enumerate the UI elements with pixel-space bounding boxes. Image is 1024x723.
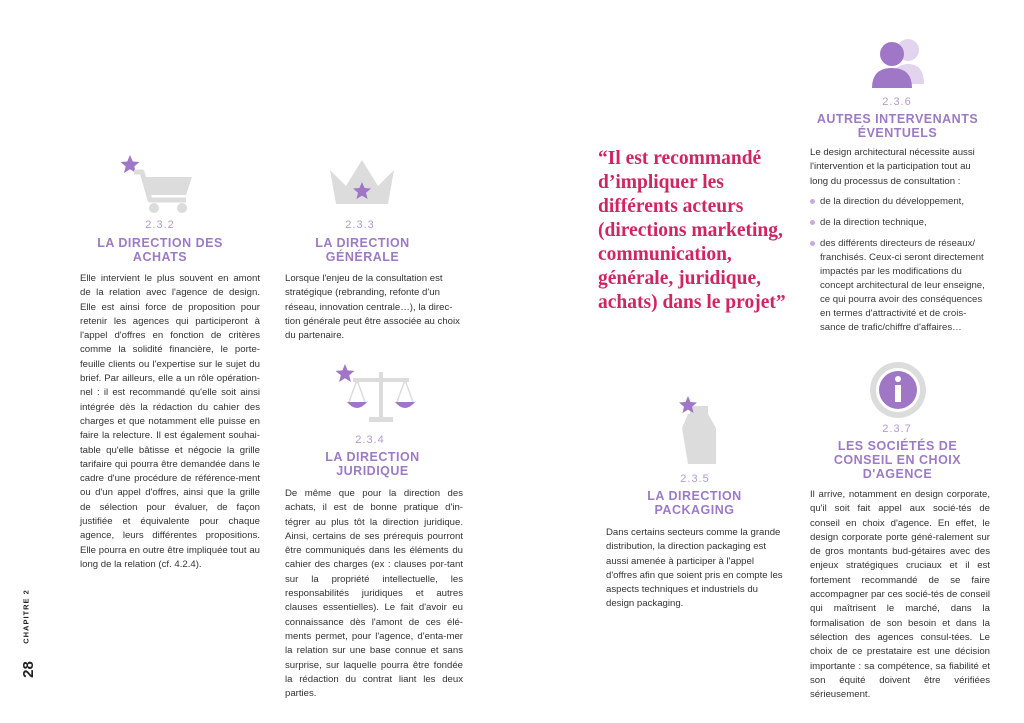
section-number: 2.3.7 xyxy=(882,423,912,435)
list-item: de la direction du développement, xyxy=(810,195,990,209)
section-number: 2.3.4 xyxy=(355,434,385,446)
section-title: LA DIRECTION GÉNÉRALE xyxy=(315,236,410,264)
section-body: Lorsque l'enjeu de la consultation est stratégique (rebranding, refonte d'un réseau, innovation centrale…), la direc-tion générale peut être associée au choix du partenaire. xyxy=(285,273,460,342)
people-icon xyxy=(868,34,928,90)
section-number: 2.3.6 xyxy=(882,96,912,108)
section-number: 2.3.3 xyxy=(345,219,375,231)
section-body: De même que pour la direction des achats, il est de bonne pratique d'in-tégrer au plus tôt la direction juridique. Ainsi, certains de ses prérequis pourront être communiqués dans les éléments du cahier des charges (ex : clauses por-tant sur la propriété intellectuelle, les responsabilités juridiques et autres clauses essentielles). Le fait d'avoir eu connaissance dès l'amont de ces élé-ments permet, pour l'agence, d'enta-mer la relation sur une base connue et sans surprise, sur laquelle pourra être fondée la rédaction du contrat liant les deux parties. xyxy=(285,488,463,700)
milk-carton-icon xyxy=(674,396,734,468)
section-title: LES SOCIÉTÉS DE CONSEIL EN CHOIX D'AGENCE xyxy=(833,439,962,481)
chapter-label: CHAPITRE 2 xyxy=(21,589,31,644)
section-title: LA DIRECTION PACKAGING xyxy=(647,489,742,517)
section-intro: Le design architectural nécessite aussi l'intervention et la participation tout au long du processus de consultation : xyxy=(810,147,975,187)
section-title: LA DIRECTION DES ACHATS xyxy=(97,236,223,264)
section-number: 2.3.5 xyxy=(680,473,710,485)
page-number: 28 xyxy=(19,661,37,678)
scales-icon xyxy=(335,362,427,426)
star-icon xyxy=(336,364,355,382)
crown-icon xyxy=(326,156,398,212)
shopping-cart-icon xyxy=(120,152,200,214)
section-body: Elle intervient le plus souvent en amont de la relation avec l'agence de design. Elle est ainsi force de proposition pour retenir les agences qui participeront à l'appel d'offres en fonction de critères comme la solidité financière, le porte-feuille clients ou l'expertise sur le sujet du brief. Par ailleurs, elle a un rôle opération-nel : il est recommandé qu'elle soit ainsi intégrée dès la rédaction du cahier des charges et que notamment elle puisse en faire la relecture. Il est également souhai-table qu'elle bâtisse et négocie la grille tarifaire qui pourra être demandée dans le cadre d'une procédure de référence-ment ou d'un appel d'offres, ainsi que la grille de sélection pour évaluer, de façon justifiée et équivalente pour chaque agence, leurs différentes propositions. Elle pourra en outre être impliquée tout au long de la relation (cf. 4.2.4). xyxy=(80,273,260,570)
section-body: Il arrive, notamment en design corporate, qu'il soit fait appel aux socié-tés de conseil en choix d'agence. En effet, le design corporate porte géné-ralement sur de gros montants bud-gétaires avec des enjeux stratégiques cruciaux et il est fortement recommandé de se faire accompagner par ces socié-tés de conseil qui maîtrisent le marché, dans la formalisation de son besoin et dans la sélection des agences consul-tées. Le choix de ce prestataire est une décision importante : sa compétence, sa fiabilité et son équité doivent être vérifiées sérieusement. xyxy=(810,489,990,701)
bullet-list xyxy=(810,195,990,342)
section-number: 2.3.2 xyxy=(145,219,175,231)
section-title: LA DIRECTION JURIDIQUE xyxy=(325,450,420,478)
list-item: de la direction technique, xyxy=(810,216,990,230)
section-title: AUTRES INTERVENANTS ÉVENTUELS xyxy=(816,112,979,140)
list-item: des différents directeurs de réseaux/ franchisés. Ceux-ci seront directement impactés par les modifications du concept architectural de leur enseigne, ce qui pourra avoir des conséquences en termes d'attractivité et de crois-sance de trafic/chiffre d'affaires… xyxy=(810,237,990,335)
section-body: Dans certains secteurs comme la grande distribution, la direction packaging est aussi amenée à participer à l'appel d'offres afin que soient pris en compte les aspects techniques et industriels du design packaging. xyxy=(606,527,783,610)
pull-quote: “Il est recommandé d’impliquer les différents acteurs (directions marketing, communication, générale, juridique, achats) dans le projet” xyxy=(598,148,786,313)
info-icon xyxy=(868,360,928,420)
